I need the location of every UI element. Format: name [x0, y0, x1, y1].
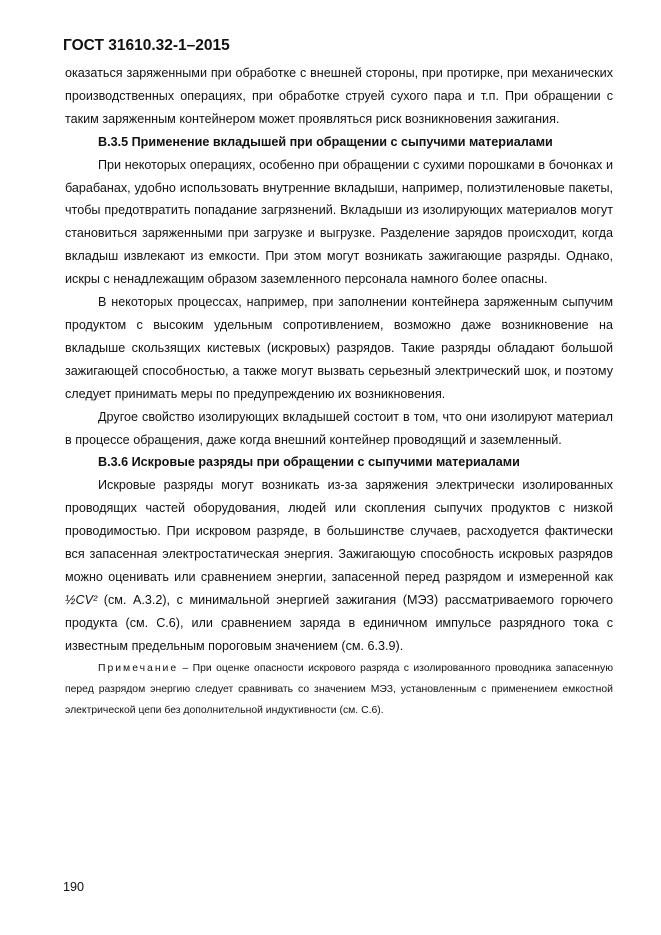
paragraph-liners: При некоторых операциях, особенно при обращении с сухими порошками в бочонках и барабанах, удобно использовать внутренние вкладыши, например, полиэтиленовые пакеты, чтобы предотвратить попадание загрязнений. Вкладыши из изолирующих материалов могут становиться заряженными при загрузке и выгрузке. Разделение зарядов происходит, когда вкладыш извлекают из емкости. При этом могут возникать зажигающие разряды. Однако, искры с ненадлежащим образом заземленного персонала намного более опасны.: [65, 157, 613, 287]
section-heading-b35: B.3.5 Применение вкладышей при обращении с сыпучими материалами: [98, 134, 553, 149]
page-number: 190: [63, 880, 85, 894]
paragraph-liner-property: Другое свойство изолирующих вкладышей состоит в том, что они изолируют материал в процессе обращения, даже когда внешний контейнер проводящий и заземленный.: [65, 409, 613, 447]
section-heading-b36: B.3.6 Искровые разряды при обращении с сыпучими материалами: [98, 455, 520, 470]
energy-formula: ½CV²: [65, 592, 98, 607]
note-label: Примечание: [98, 662, 179, 674]
paragraph-spark-part1: Искровые разряды могут возникать из-за заряжения электрически изолированных проводящих частей оборудования, людей или скопления сыпучих продуктов с низкой проводимостью. При искровом разряде, в большинстве случаев, расходуется фактически вся запасенная электростатическая энергия. Зажигающую способность искровых разрядов можно оценивать или сравнением энергии, запасенной перед разрядом и измеренной как: [65, 478, 613, 584]
note-paragraph: [65, 658, 613, 721]
paragraph-spark-part2: (см. А.3.2), с минимальной энергией зажигания (МЭЗ) рассматриваемого горючего продукта (см. С.6), или сравнением заряда в единичном импульсе разрядного тока с известным предельным пороговым значением (см. 6.3.9).: [65, 592, 613, 653]
document-body: [65, 62, 613, 721]
note-text: – При оценке опасности искрового разряда с изолированного проводника запасенную перед разрядом энергию следует сравнивать со значением МЭЗ, установленным с применением емкостной электрической цепи без дополнительной индуктивности (см. С.6).: [65, 662, 613, 716]
paragraph-brush-discharges: В некоторых процессах, например, при заполнении контейнера заряженным сыпучим продуктом с высоким удельным сопротивлением, возможно даже возникновение на вкладыше скользящих кистевых (искровых) разрядов. Такие разряды обладают большой зажигающей способностью, а также могут вызвать серьезный электрический шок, и поэтому следует принимать меры по предупреждению их возникновения.: [65, 295, 613, 401]
paragraph-spark-discharges: [65, 474, 613, 657]
standard-title: ГОСТ 31610.32-1–2015: [63, 37, 230, 54]
paragraph-continuation: оказаться заряженными при обработке с внешней стороны, при протирке, при механических производственных операциях, при обработке струей сухого пара и т.п. При обращении с таким заряженным контейнером может проявляться риск возникновения зажигания.: [65, 66, 613, 126]
